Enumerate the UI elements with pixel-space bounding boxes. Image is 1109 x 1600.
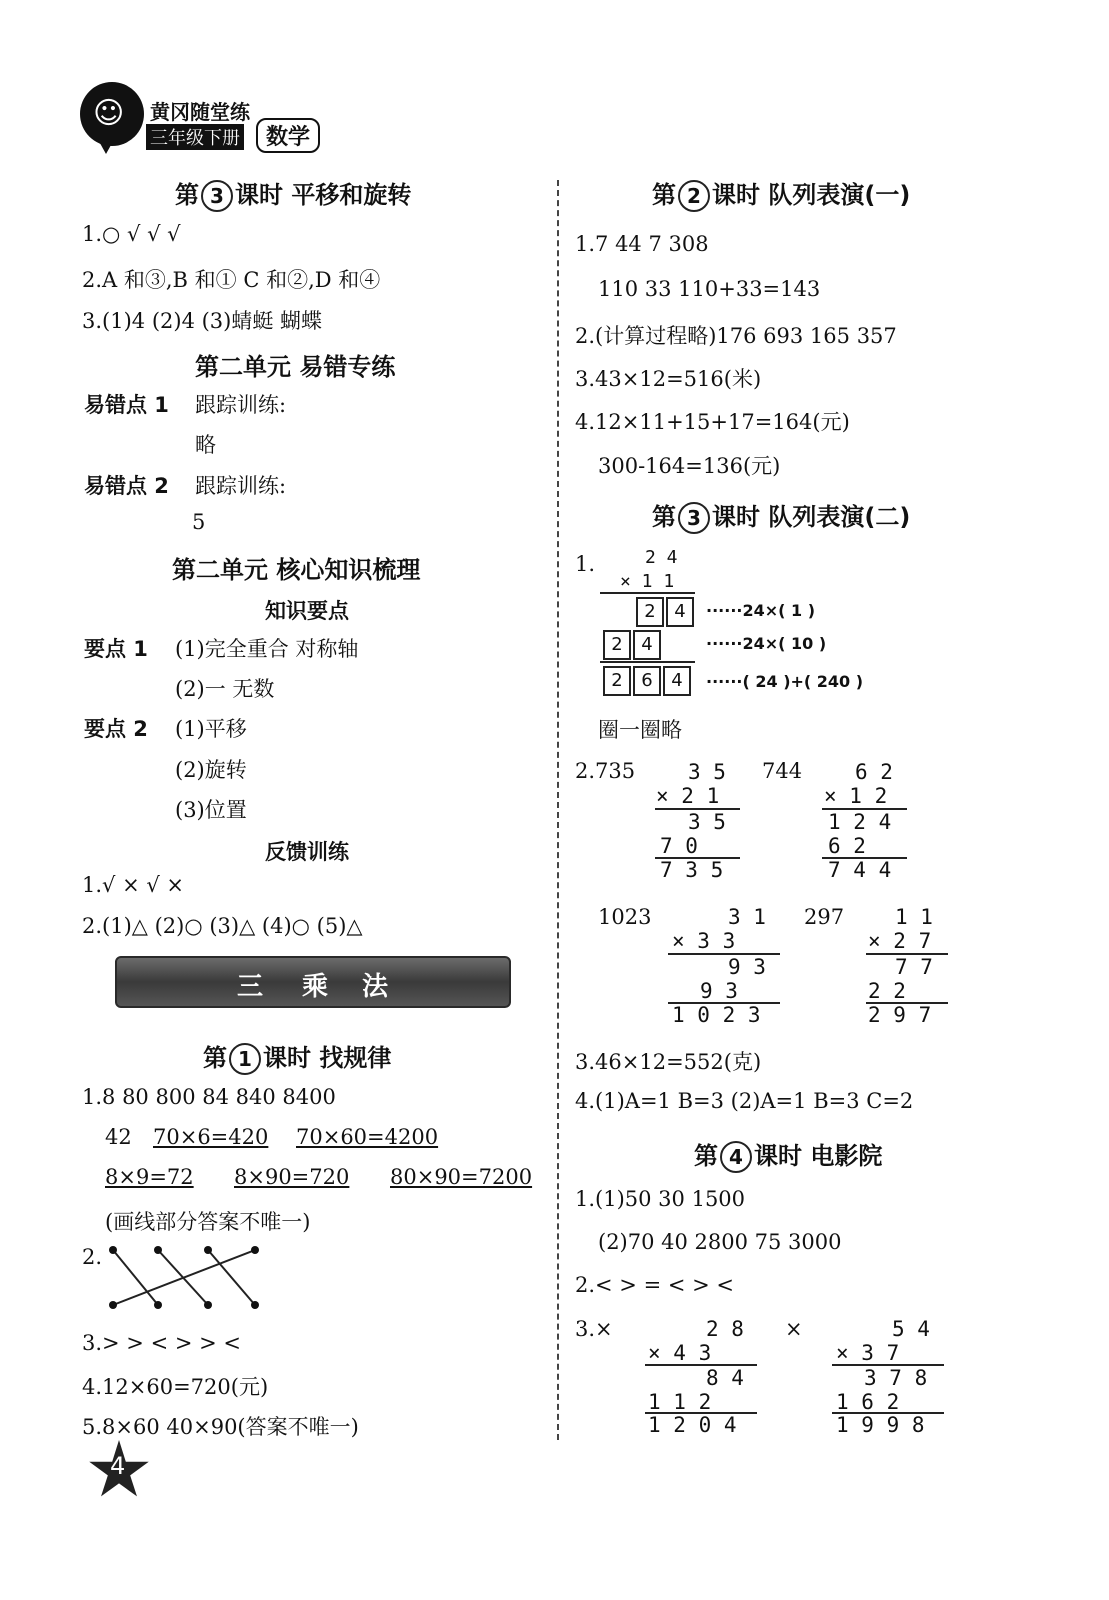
answer-line: 5 [192, 510, 206, 534]
digit-box: 4 [666, 597, 694, 627]
digit-box: 4 [633, 630, 661, 660]
underlined-answer: 80×90=7200 [390, 1165, 533, 1189]
calc-digit: 3 5 [688, 760, 726, 784]
answer-line: 3.46×12=552(克) [575, 1050, 762, 1074]
lesson-number: 2 [678, 180, 710, 212]
answer-line: 1.7 44 7 308 [575, 232, 709, 256]
subject-label: 数学 [256, 118, 320, 153]
calc-digit: 1 9 9 8 [836, 1413, 925, 1437]
title-suffix: 课时 电影院 [754, 1142, 883, 1170]
lesson-number: 4 [720, 1141, 752, 1173]
error-point-label: 易错点 2 [84, 474, 169, 498]
calc-digit: × 3 3 [672, 929, 736, 953]
calc-digit: 9 3 [700, 979, 738, 1003]
answer-value: 297 [804, 905, 845, 929]
right-section-title-3 [694, 1136, 882, 1173]
answer-line: 5.8×60 40×90(答案不唯一) [82, 1415, 359, 1439]
calc-digit: 2 8 [706, 1317, 744, 1341]
multiplicand: 2 4 [645, 547, 678, 568]
unit-banner [115, 956, 511, 1008]
answer-line: (2)70 40 2800 75 3000 [598, 1230, 842, 1254]
answer-line: 1.√ × √ × [82, 873, 185, 897]
calc-digit: × 2 1 [656, 784, 720, 808]
calc-digit: 3 7 8 [864, 1366, 928, 1390]
digit-box: 2 [603, 630, 631, 660]
answer-line: 300-164=136(元) [598, 454, 781, 478]
grade-label: 三年级下册 [146, 124, 244, 150]
answer-line: 3.× [575, 1317, 613, 1341]
subsection-title: 知识要点 [265, 599, 349, 623]
calc-digit: 1 0 2 3 [672, 1003, 761, 1027]
right-section-title-1 [652, 175, 910, 212]
calc-digit: × 2 7 [868, 929, 932, 953]
underlined-answer: 70×6=420 [153, 1125, 269, 1149]
title-suffix: 课时 平移和旋转 [235, 181, 412, 209]
answer-line: 1. [575, 552, 596, 576]
calc-digit: 9 3 [728, 955, 766, 979]
answer-line: (2)一 无数 [175, 677, 275, 701]
answer-line: 2.A 和③,B 和① C 和②,D 和④ [82, 268, 381, 292]
calc-digit: 2 9 7 [868, 1003, 932, 1027]
calc-digit: × 4 3 [648, 1341, 712, 1365]
underlined-answer: 8×9=72 [105, 1165, 194, 1189]
answer-line: 110 33 110+33=143 [598, 277, 821, 301]
answer-line: 2.(1)△ (2)○ (3)△ (4)○ (5)△ [82, 914, 363, 938]
banner-char: 乘 [302, 972, 329, 1002]
digit-box: 4 [663, 666, 691, 696]
left-section-title-3: 第二单元 核心知识梳理 [172, 556, 421, 584]
lesson-number: 1 [229, 1043, 261, 1075]
underlined-answer: 8×90=720 [234, 1165, 350, 1189]
answer-line: 4.(1)A=1 B=3 (2)A=1 B=3 C=2 [575, 1089, 914, 1113]
calc-rule [600, 661, 695, 663]
calc-digit: × 1 2 [824, 784, 888, 808]
box-row [603, 630, 663, 660]
title-suffix: 课时 队列表演(一) [712, 181, 911, 209]
key-point-label: 要点 1 [84, 637, 148, 661]
calc-digit: 7 3 5 [660, 858, 724, 882]
answer-line: (3)位置 [175, 798, 247, 822]
calc-digit: 7 0 [660, 834, 698, 858]
answer-value: 744 [762, 759, 803, 783]
lesson-number: 3 [678, 502, 710, 534]
calc-digit: 1 1 [895, 905, 933, 929]
calc-digit: 1 1 2 [648, 1390, 712, 1414]
answer-line: 1.8 80 800 84 840 8400 [82, 1085, 336, 1109]
calc-digit: 8 4 [706, 1366, 744, 1390]
answer-line: 2.735 [575, 759, 636, 783]
answer-value: 1023 [598, 905, 652, 929]
box-note: ······24×( 1 ) [706, 601, 816, 620]
banner-char: 三 [237, 972, 264, 1002]
answer-line: 2.< > = < > < [575, 1273, 734, 1297]
calc-digit: 6 2 [855, 760, 893, 784]
calc-digit: 1 2 0 4 [648, 1413, 737, 1437]
answer-line: 跟踪训练: [195, 393, 287, 417]
subsection-title: 反馈训练 [265, 840, 349, 864]
answer-line: 42 [105, 1125, 132, 1149]
matching-lines-diagram [100, 1238, 270, 1318]
title-prefix: 第 [175, 181, 199, 209]
answer-line: (2)旋转 [175, 758, 247, 782]
series-title: 黄冈随堂练 [150, 100, 250, 124]
answer-line: 2.(计算过程略)176 693 165 357 [575, 324, 897, 348]
right-section-title-2 [652, 497, 910, 534]
left-section-title-2: 第二单元 易错专练 [195, 353, 396, 381]
calc-digit: 3 5 [688, 810, 726, 834]
page-number: 4 [110, 1452, 126, 1480]
calc-digit: 1 6 2 [836, 1390, 900, 1414]
box-row [603, 666, 693, 696]
banner-char: 法 [362, 972, 389, 1002]
answer-line: 4.12×11+15+17=164(元) [575, 410, 850, 434]
digit-box: 2 [636, 597, 664, 627]
calc-digit: 2 2 [868, 979, 906, 1003]
box-note: ······( 24 )+( 240 ) [706, 672, 864, 691]
answer-line: 略 [195, 433, 216, 457]
multiplier: × 1 1 [620, 571, 675, 592]
key-point-label: 要点 2 [84, 717, 148, 741]
answer-note: (画线部分答案不唯一) [105, 1210, 311, 1234]
speech-tail-icon [96, 136, 116, 154]
box-note: ······24×( 10 ) [706, 634, 827, 653]
box-row [636, 597, 696, 627]
answer-line: 4.12×60=720(元) [82, 1375, 269, 1399]
title-suffix: 课时 找规律 [263, 1044, 392, 1072]
digit-box: 2 [603, 666, 631, 696]
left-section-title-4 [203, 1038, 391, 1075]
calc-digit: 6 2 [828, 834, 866, 858]
title-prefix: 第 [652, 503, 676, 531]
answer-line: 3.(1)4 (2)4 (3)蜻蜓 蝴蝶 [82, 309, 323, 333]
answer-line: 3.> > < > > < [82, 1331, 241, 1355]
lesson-number: 3 [201, 180, 233, 212]
calc-digit: 7 7 [895, 955, 933, 979]
answer-line: 1.○ √ √ √ [82, 222, 181, 246]
calc-digit: 1 2 4 [828, 810, 892, 834]
title-prefix: 第 [203, 1044, 227, 1072]
answer-line: 跟踪训练: [195, 474, 287, 498]
calc-digit: 3 1 [728, 905, 766, 929]
title-suffix: 课时 队列表演(二) [712, 503, 911, 531]
answer-line: (1)平移 [175, 717, 247, 741]
calc-digit: × 3 7 [836, 1341, 900, 1365]
column-divider [557, 180, 559, 1440]
answer-line: 1.(1)50 30 1500 [575, 1187, 746, 1211]
answer-line: 圈一圈略 [598, 718, 682, 742]
answer-line: 2. [82, 1245, 103, 1269]
calc-digit: 5 4 [892, 1317, 930, 1341]
smile-face-icon: ☺ [93, 96, 125, 131]
underlined-answer: 70×60=4200 [296, 1125, 439, 1149]
calc-digit: 7 4 4 [828, 858, 892, 882]
answer-mark: × [785, 1317, 803, 1341]
left-section-title-1 [175, 175, 411, 212]
title-prefix: 第 [652, 181, 676, 209]
answer-line: 3.43×12=516(米) [575, 367, 762, 391]
error-point-label: 易错点 1 [84, 393, 169, 417]
digit-box: 6 [633, 666, 661, 696]
calc-rule [600, 592, 695, 594]
title-prefix: 第 [694, 1142, 718, 1170]
answer-line: (1)完全重合 对称轴 [175, 637, 359, 661]
